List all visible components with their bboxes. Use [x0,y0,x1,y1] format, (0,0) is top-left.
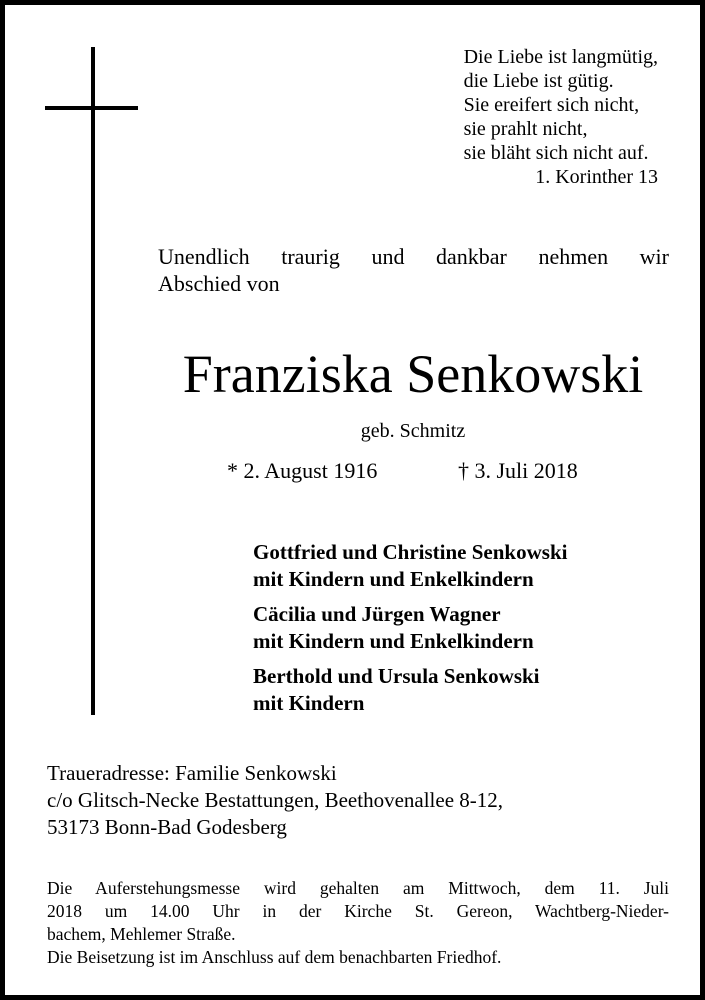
verse-line: Sie ereifert sich nicht, [463,94,640,116]
funeral-service-info [47,877,669,969]
mourner-family [253,539,567,593]
family-relatives: mit Kindern und Enkelkindern [253,567,534,591]
cross-icon-bar [45,106,138,110]
death-date: † 3. Juli 2018 [458,458,578,483]
bible-verse [464,45,658,189]
birth-date: * 2. August 1916 [227,458,378,483]
service-line: Die Beisetzung ist im Anschluss auf dem benachbarten Friedhof. [47,947,502,967]
intro-text [158,243,669,297]
verse-line: sie prahlt nicht, [463,118,588,140]
family-names: Cäcilia und Jürgen Wagner [253,602,501,626]
verse-line: Die Liebe ist langmütig, [463,46,658,68]
intro-line: Unendlich traurig und dankbar nehmen wir [158,244,669,269]
family-relatives: mit Kindern und Enkelkindern [253,629,534,653]
service-line: bachem, Mehlemer Straße. [47,924,236,944]
address-line: c/o Glitsch-Necke Bestattungen, Beethovenallee 8-12, [47,788,504,812]
address-line: 53173 Bonn-Bad Godesberg [47,815,287,839]
cross-icon [91,47,95,715]
verse-line: sie bläht sich nicht auf. [463,142,649,164]
intro-line: Abschied von [158,271,280,296]
verse-line: die Liebe ist gütig. [463,70,614,92]
address-line: Traueradresse: Familie Senkowski [47,761,337,785]
service-line: Die Auferstehungsmesse wird gehalten am Mittwoch, dem 11. Juli [47,878,669,898]
deceased-name: Franziska Senkowski [182,344,644,404]
mourners-list [253,539,567,725]
family-names: Berthold und Ursula Senkowski [253,664,540,688]
verse-reference: 1. Korinther 13 [535,166,658,188]
mourner-family [253,663,567,717]
maiden-name: geb. Schmitz [360,420,466,442]
family-names: Gottfried und Christine Senkowski [253,540,568,564]
family-relatives: mit Kindern [253,691,365,715]
mourning-address [47,760,503,841]
mourner-family [253,601,567,655]
service-line: 2018 um 14.00 Uhr in der Kirche St. Gereon, Wachtberg-Nieder- [47,901,669,921]
